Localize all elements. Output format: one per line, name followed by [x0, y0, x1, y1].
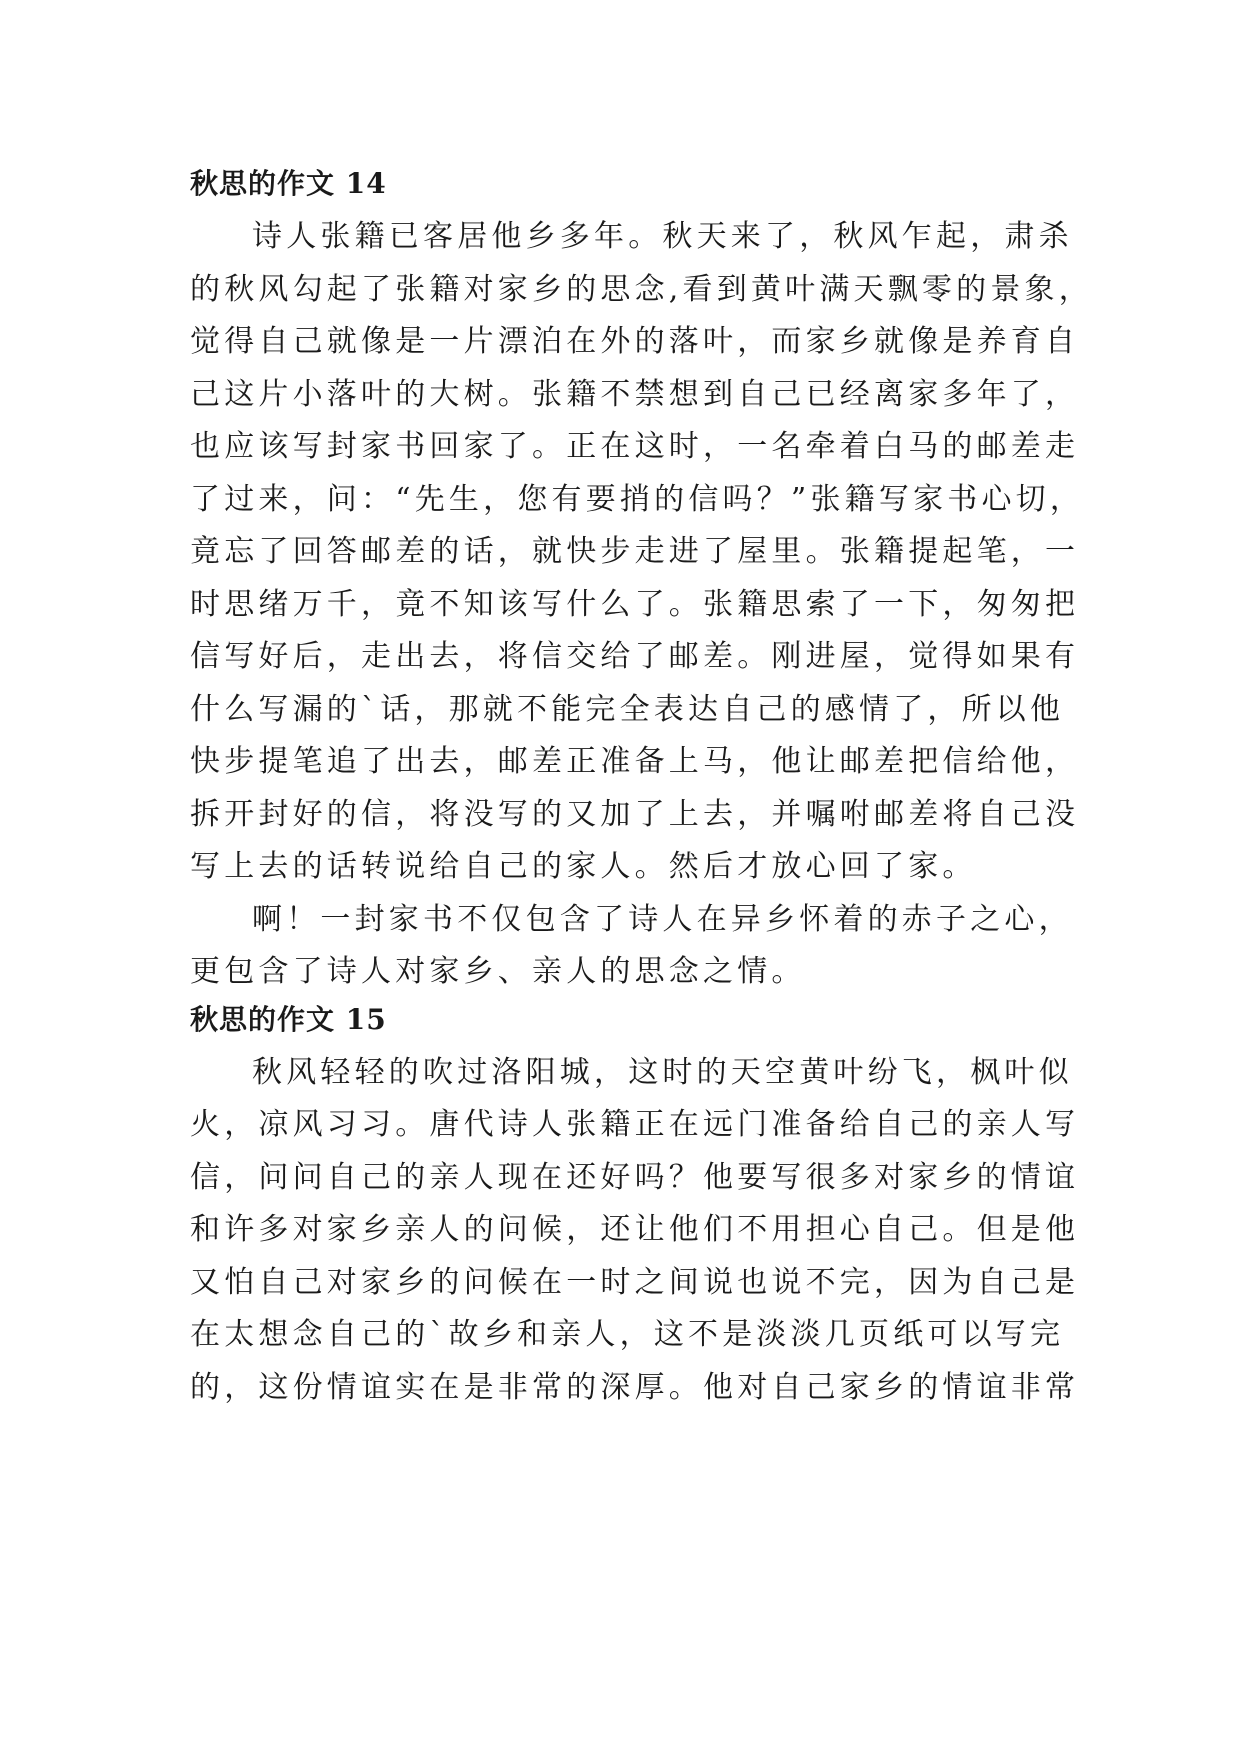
- essay-section-15: [190, 999, 1080, 1415]
- paragraph: [190, 894, 1073, 999]
- text-line: 秋风轻轻的吹过洛阳城，这时的天空黄叶纷飞，枫叶似: [252, 1054, 1073, 1090]
- text-line: 时思绪万千，竟不知该写什么了。张籍思索了一下，匆匆把: [190, 586, 1080, 622]
- text-line: 又怕自己对家乡的问候在一时之间说也说不完，因为自己是: [190, 1264, 1080, 1300]
- text-line: 啊！一封家书不仅包含了诗人在异乡怀着的赤子之心，: [252, 901, 1073, 937]
- text-line: 信，问问自己的亲人现在还好吗？他要写很多对家乡的情谊: [190, 1159, 1080, 1195]
- text-line: 拆开封好的信，将没写的又加了上去，并嘱咐邮差将自己没: [190, 796, 1080, 832]
- paragraph: [190, 211, 1093, 894]
- text-line: 火，凉风习习。唐代诗人张籍正在远门准备给自己的亲人写: [190, 1107, 1080, 1142]
- text-line: 己这片小落叶的大树。张籍不禁想到自己已经离家多年了，: [190, 376, 1080, 412]
- text-line: 快步提笔追了出去，邮差正准备上马，他让邮差把信给他，: [190, 744, 1080, 779]
- paragraph: [190, 1047, 1080, 1415]
- essay-title: 秋思的作文 15: [190, 1002, 387, 1036]
- text-line: 写上去的话转说给自己的家人。然后才放心回了家。: [190, 849, 977, 884]
- text-line: 觉得自己就像是一片漂泊在外的落叶，而家乡就像是养育自: [190, 324, 1080, 359]
- text-line: 和许多对家乡亲人的问候，还让他们不用担心自己。但是他: [190, 1212, 1080, 1247]
- text-line: 更包含了诗人对家乡、亲人的思念之情。: [190, 954, 806, 989]
- text-line: 也应该写封家书回家了。正在这时，一名牵着白马的邮差走: [190, 429, 1080, 464]
- text-line: 信写好后，走出去，将信交给了邮差。刚进屋，觉得如果有: [190, 639, 1080, 674]
- document-page: [190, 163, 1093, 1414]
- text-line: 的，这份情谊实在是非常的深厚。他对自己家乡的情谊非常: [190, 1369, 1080, 1405]
- text-line: 什么写漏的`话，那就不能完全表达自己的感情了，所以他: [190, 691, 1065, 727]
- text-line: 在太想念自己的`故乡和亲人，这不是淡淡几页纸可以写完: [190, 1317, 1065, 1352]
- text-line: 竟忘了回答邮差的话，就快步走进了屋里。张籍提起笔，一: [190, 534, 1080, 569]
- text-line: 诗人张籍已客居他乡多年。秋天来了，秋风乍起，肃杀: [252, 219, 1073, 254]
- essay-section-14: [190, 163, 1093, 999]
- text-line: 了过来，问：“先生，您有要捎的信吗？”张籍写家书心切，: [190, 481, 1085, 517]
- text-line: 的秋风勾起了张籍对家乡的思念,看到黄叶满天飘零的景象，: [190, 271, 1093, 307]
- essay-title: 秋思的作文 14: [190, 167, 387, 200]
